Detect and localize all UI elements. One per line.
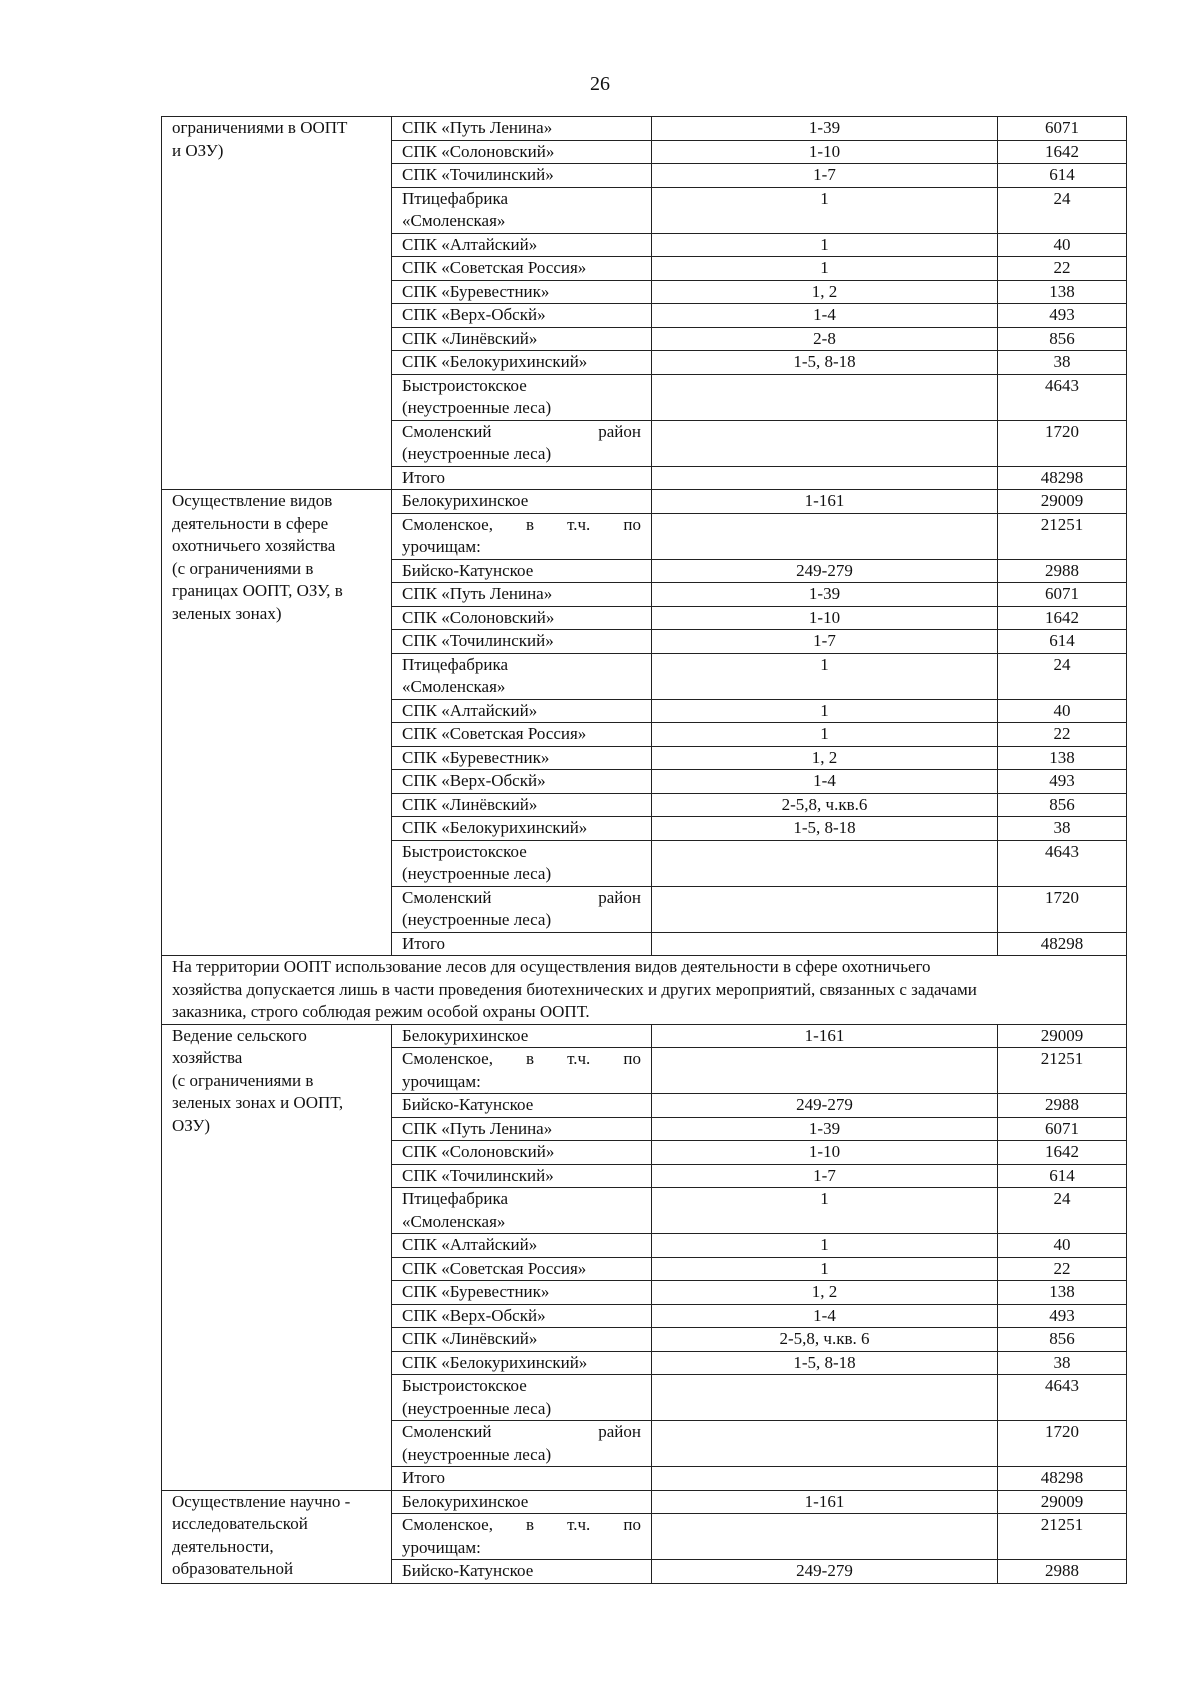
area-cell: 40 [998,233,1127,257]
location-cell [392,1351,652,1375]
area-cell: 22 [998,723,1127,747]
quarters-cell: 1-7 [652,164,998,188]
quarters-cell [652,420,998,466]
location-line: СПК «Линёвский» [402,328,538,348]
page-number: 26 [590,73,610,95]
location-cell [392,1048,652,1094]
area-cell: 614 [998,630,1127,654]
location-cell [392,746,652,770]
quarters-cell: 1 [652,1257,998,1281]
location-cell [392,583,652,607]
location-line: Белокурихинское [402,1025,529,1045]
area-cell: 614 [998,1164,1127,1188]
location-line: СПК «Солоновский» [402,141,555,161]
area-cell: 493 [998,1304,1127,1328]
area-cell: 1642 [998,1141,1127,1165]
location-cell [392,1375,652,1421]
location-cell [392,932,652,956]
activity-cell [162,1024,392,1490]
note-line: заказника, строго соблюдая режим особой охраны ООПТ. [172,1002,590,1021]
activity-line: Осуществление видов [172,491,333,510]
location-line: СПК «Линёвский» [402,1329,538,1348]
location-line: (неустроенные леса) [402,398,552,417]
location-cell [392,233,652,257]
quarters-cell: 1-161 [652,1490,998,1514]
location-cell [392,1328,652,1352]
area-cell: 856 [998,793,1127,817]
location-line: Белокурихинское [402,1491,529,1511]
location-cell [392,1188,652,1234]
table-row [162,1490,1127,1514]
quarters-cell: 249-279 [652,1560,998,1584]
quarters-cell: 1-5, 8-18 [652,817,998,841]
activity-cell [162,1490,392,1583]
quarters-cell: 1 [652,1188,998,1234]
location-line: Итого [402,467,446,487]
activity-line: зеленых зонах) [172,603,282,623]
location-line: СПК «Точилинский» [402,165,554,184]
area-cell: 138 [998,1281,1127,1305]
location-line: СПК «Советская Россия» [402,1258,587,1278]
location-line: СПК «Белокурихинский» [402,818,588,837]
location-cell [392,793,652,817]
quarters-cell: 1-5, 8-18 [652,351,998,375]
quarters-cell: 1-4 [652,770,998,794]
location-cell [392,187,652,233]
activity-line: деятельности в сфере [172,513,329,533]
location-cell [392,1141,652,1165]
location-line: Смоленское, в т.ч. по [402,514,641,534]
area-cell: 1720 [998,420,1127,466]
area-cell: 40 [998,699,1127,723]
location-line: Смоленское, в т.ч. по [402,1049,641,1068]
location-line: СПК «Путь Ленина» [402,1118,553,1138]
area-cell: 22 [998,257,1127,281]
location-line: СПК «Верх-Обскй» [402,771,546,790]
location-cell [392,164,652,188]
quarters-cell: 1-4 [652,1304,998,1328]
location-cell [392,351,652,375]
area-cell: 21251 [998,1514,1127,1560]
location-line: (неустроенные леса) [402,910,552,929]
quarters-cell: 1-7 [652,1164,998,1188]
location-line: СПК «Солоновский» [402,607,555,627]
area-cell: 48298 [998,1467,1127,1491]
location-line: СПК «Буревестник» [402,1282,550,1301]
table-row [162,490,1127,514]
area-cell: 6071 [998,117,1127,141]
activity-line: деятельности, [172,1536,274,1556]
location-cell [392,840,652,886]
location-line: СПК «Солоновский» [402,1142,555,1161]
quarters-cell: 1 [652,257,998,281]
quarters-cell: 1 [652,1234,998,1258]
location-cell [392,257,652,281]
area-cell: 856 [998,1328,1127,1352]
quarters-cell [652,932,998,956]
location-cell [392,1304,652,1328]
quarters-cell: 249-279 [652,559,998,583]
activity-line: ограничениями в ООПТ [172,118,348,137]
area-cell: 29009 [998,1490,1127,1514]
quarters-cell: 1-39 [652,1117,998,1141]
quarters-cell [652,513,998,559]
activity-line: и ОЗУ) [172,140,224,160]
quarters-cell [652,1048,998,1094]
area-cell: 40 [998,1234,1127,1258]
area-cell: 138 [998,280,1127,304]
location-line: СПК «Буревестник» [402,281,550,301]
quarters-cell [652,1467,998,1491]
quarters-cell: 1-39 [652,583,998,607]
location-cell [392,1164,652,1188]
location-cell [392,1560,652,1584]
location-line: СПК «Линёвский» [402,794,538,814]
location-line: Белокурихинское [402,491,529,510]
location-cell [392,559,652,583]
location-line: СПК «Путь Ленина» [402,118,553,137]
location-line: Быстроистокское [402,375,527,395]
location-line: «Смоленская» [402,1211,506,1231]
location-line: урочищам: [402,537,481,556]
quarters-cell [652,374,998,420]
location-cell [392,1281,652,1305]
location-line: СПК «Путь Ленина» [402,584,553,603]
location-cell [392,280,652,304]
table-row [162,117,1127,141]
location-line: Птицефабрика [402,188,509,208]
location-cell [392,606,652,630]
location-line: Бийско-Катунское [402,1561,534,1580]
area-cell: 614 [998,164,1127,188]
quarters-cell [652,1514,998,1560]
quarters-cell: 1-5, 8-18 [652,1351,998,1375]
table-row [162,1024,1127,1048]
note-cell [162,956,1127,1025]
area-cell: 29009 [998,1024,1127,1048]
location-cell [392,1117,652,1141]
location-line: СПК «Верх-Обскй» [402,305,546,324]
activity-line: Осуществление научно - [172,1491,351,1511]
location-cell [392,653,652,699]
location-line: (неустроенные леса) [402,1444,552,1464]
area-cell: 138 [998,746,1127,770]
location-line: СПК «Алтайский» [402,1235,538,1254]
location-line: (неустроенные леса) [402,1398,552,1418]
quarters-cell: 1-161 [652,490,998,514]
location-cell [392,1257,652,1281]
location-line: Смоленский район [402,1422,641,1441]
quarters-cell: 1-10 [652,140,998,164]
location-cell [392,1514,652,1560]
area-cell: 1720 [998,1421,1127,1467]
location-cell [392,770,652,794]
location-cell [392,513,652,559]
note-line: хозяйства допускается лишь в части проведения биотехнических и других мероприятий, связанных с задачами [172,979,977,999]
location-cell [392,466,652,490]
activity-line: (с ограничениями в [172,1070,314,1090]
activity-line: исследовательской [172,1514,308,1533]
location-line: СПК «Белокурихинский» [402,352,588,371]
location-cell [392,817,652,841]
area-cell: 1642 [998,140,1127,164]
quarters-cell: 1-4 [652,304,998,328]
location-line: Птицефабрика [402,1189,509,1208]
location-cell [392,699,652,723]
quarters-cell: 1 [652,699,998,723]
activity-line: зеленых зонах и ООПТ, [172,1093,344,1112]
area-cell: 48298 [998,932,1127,956]
location-line: СПК «Точилинский» [402,631,554,650]
location-line: Быстроистокское [402,1376,527,1395]
location-line: «Смоленская» [402,211,506,230]
quarters-cell: 1-161 [652,1024,998,1048]
location-line: (неустроенные леса) [402,444,552,463]
area-cell: 4643 [998,374,1127,420]
forest-use-table [161,116,1127,1584]
area-cell: 21251 [998,513,1127,559]
location-line: СПК «Алтайский» [402,234,538,254]
location-line: Бийско-Катунское [402,1095,534,1114]
location-cell [392,1094,652,1118]
area-cell: 38 [998,1351,1127,1375]
location-cell [392,1467,652,1491]
area-cell: 24 [998,653,1127,699]
quarters-cell: 1-39 [652,117,998,141]
location-line: Птицефабрика [402,654,509,674]
location-cell [392,327,652,351]
quarters-cell [652,886,998,932]
location-cell [392,1024,652,1048]
location-line: (неустроенные леса) [402,864,552,883]
location-line: Смоленский район [402,887,641,907]
location-cell [392,304,652,328]
quarters-cell: 1 [652,723,998,747]
quarters-cell: 1, 2 [652,280,998,304]
location-cell [392,490,652,514]
quarters-cell: 1-10 [652,606,998,630]
activity-line: (с ограничениями в [172,558,314,578]
activity-cell [162,490,392,956]
quarters-cell: 1, 2 [652,1281,998,1305]
area-cell: 2988 [998,559,1127,583]
area-cell: 48298 [998,466,1127,490]
location-line: СПК «Алтайский» [402,700,538,720]
location-cell [392,1234,652,1258]
area-cell: 1720 [998,886,1127,932]
quarters-cell: 1 [652,653,998,699]
activity-line: хозяйства [172,1048,243,1067]
area-cell: 6071 [998,583,1127,607]
quarters-cell: 1-7 [652,630,998,654]
location-line: СПК «Буревестник» [402,747,550,767]
location-line: Смоленский район [402,421,641,441]
location-line: СПК «Точилинский» [402,1165,554,1185]
area-cell: 4643 [998,1375,1127,1421]
location-cell [392,886,652,932]
area-cell: 22 [998,1257,1127,1281]
activity-line: охотничьего хозяйства [172,536,336,555]
location-line: Бийско-Катунское [402,560,534,580]
location-cell [392,630,652,654]
activity-line: образовательной [172,1559,294,1578]
area-cell: 493 [998,770,1127,794]
location-line: Итого [402,933,446,953]
quarters-cell: 2-5,8, ч.кв. 6 [652,1328,998,1352]
quarters-cell [652,1421,998,1467]
area-cell: 2988 [998,1094,1127,1118]
quarters-cell: 1, 2 [652,746,998,770]
activity-line: границах ООПТ, ОЗУ, в [172,581,343,600]
activity-cell [162,117,392,490]
location-line: СПК «Белокурихинский» [402,1352,588,1372]
quarters-cell: 249-279 [652,1094,998,1118]
area-cell: 24 [998,187,1127,233]
location-cell [392,723,652,747]
area-cell: 24 [998,1188,1127,1234]
activity-line: ОЗУ) [172,1115,211,1135]
activity-line: Ведение сельского [172,1025,307,1045]
area-cell: 38 [998,351,1127,375]
location-line: СПК «Верх-Обскй» [402,1305,546,1325]
location-line: Быстроистокское [402,841,527,861]
location-cell [392,1421,652,1467]
location-line: СПК «Советская Россия» [402,724,587,743]
location-line: Смоленское, в т.ч. по [402,1515,641,1534]
quarters-cell: 2-8 [652,327,998,351]
quarters-cell: 1-10 [652,1141,998,1165]
area-cell: 29009 [998,490,1127,514]
location-line: «Смоленская» [402,677,506,696]
location-cell [392,117,652,141]
area-cell: 4643 [998,840,1127,886]
note-row [162,956,1127,1025]
quarters-cell [652,466,998,490]
quarters-cell: 1 [652,233,998,257]
area-cell: 38 [998,817,1127,841]
location-cell [392,1490,652,1514]
area-cell: 21251 [998,1048,1127,1094]
quarters-cell [652,840,998,886]
location-cell [392,140,652,164]
quarters-cell: 1 [652,187,998,233]
location-line: урочищам: [402,1071,481,1091]
quarters-cell: 2-5,8, ч.кв.6 [652,793,998,817]
location-line: Итого [402,1468,446,1487]
area-cell: 6071 [998,1117,1127,1141]
location-cell [392,374,652,420]
location-cell [392,420,652,466]
area-cell: 493 [998,304,1127,328]
location-line: СПК «Советская Россия» [402,258,587,277]
area-cell: 2988 [998,1560,1127,1584]
note-line: На территории ООПТ использование лесов для осуществления видов деятельности в сфере охотничьего [172,957,931,976]
area-cell: 1642 [998,606,1127,630]
location-line: урочищам: [402,1537,481,1557]
area-cell: 856 [998,327,1127,351]
quarters-cell [652,1375,998,1421]
